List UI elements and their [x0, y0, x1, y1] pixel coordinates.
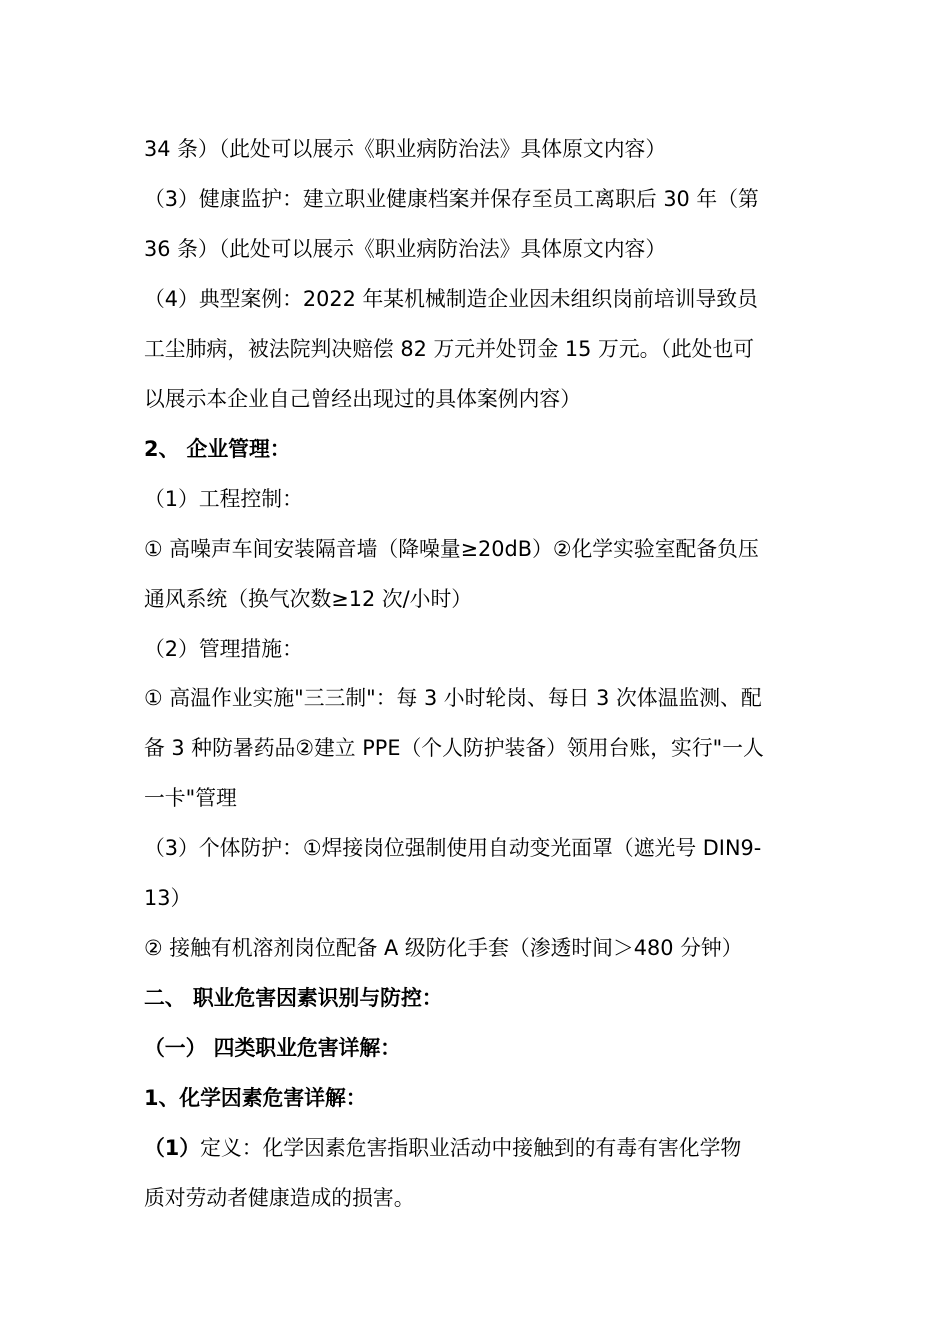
text-line: 一卡"管理: [144, 786, 237, 810]
text-line: （4）典型案例：2022 年某机械制造企业因未组织岗前培训导致员: [144, 287, 758, 311]
section-heading: 2、 企业管理：: [144, 437, 291, 461]
subsection-heading: 1、化学因素危害详解：: [144, 1086, 367, 1110]
text-line: （3）个体防护：①焊接岗位强制使用自动变光面罩（遮光号 DIN9-: [144, 836, 762, 860]
text-line-with-bold-prefix: （1）定义：化学因素危害指职业活动中接触到的有毒有害化学物: [144, 1136, 742, 1160]
text-line: 通风系统（换气次数≥12 次/小时）: [144, 587, 473, 611]
subsection-heading: （一） 四类职业危害详解：: [144, 1036, 401, 1060]
section-heading: 二、 职业危害因素识别与防控：: [144, 986, 443, 1010]
text-line: 34 条）（此处可以展示《职业病防治法》具体原文内容）: [144, 137, 667, 161]
text-line: ① 高温作业实施"三三制"：每 3 小时轮岗、每日 3 次体温监测、配: [144, 686, 762, 710]
text-line: 以展示本企业自己曾经出现过的具体案例内容）: [144, 387, 582, 411]
text-line: ① 高噪声车间安装隔音墙（降噪量≥20dB）②化学实验室配备负压: [144, 537, 759, 561]
text-line: （3）健康监护：建立职业健康档案并保存至员工离职后 30 年（第: [144, 187, 759, 211]
text-line: （1）工程控制：: [144, 487, 303, 511]
text-line: （2）管理措施：: [144, 637, 303, 661]
text-line: 工尘肺病，被法院判决赔偿 82 万元并处罚金 15 万元。（此处也可: [144, 337, 755, 361]
text-line: 13）: [144, 886, 192, 910]
text-line: 36 条）（此处可以展示《职业病防治法》具体原文内容）: [144, 237, 667, 261]
text-line: 质对劳动者健康造成的损害。: [144, 1186, 415, 1210]
text-line: 备 3 种防暑药品②建立 PPE（个人防护装备）领用台账，实行"一人: [144, 736, 764, 760]
text-line: ② 接触有机溶剂岗位配备 A 级防化手套（渗透时间＞480 分钟）: [144, 936, 743, 960]
bold-prefix: （1）: [144, 1136, 201, 1160]
